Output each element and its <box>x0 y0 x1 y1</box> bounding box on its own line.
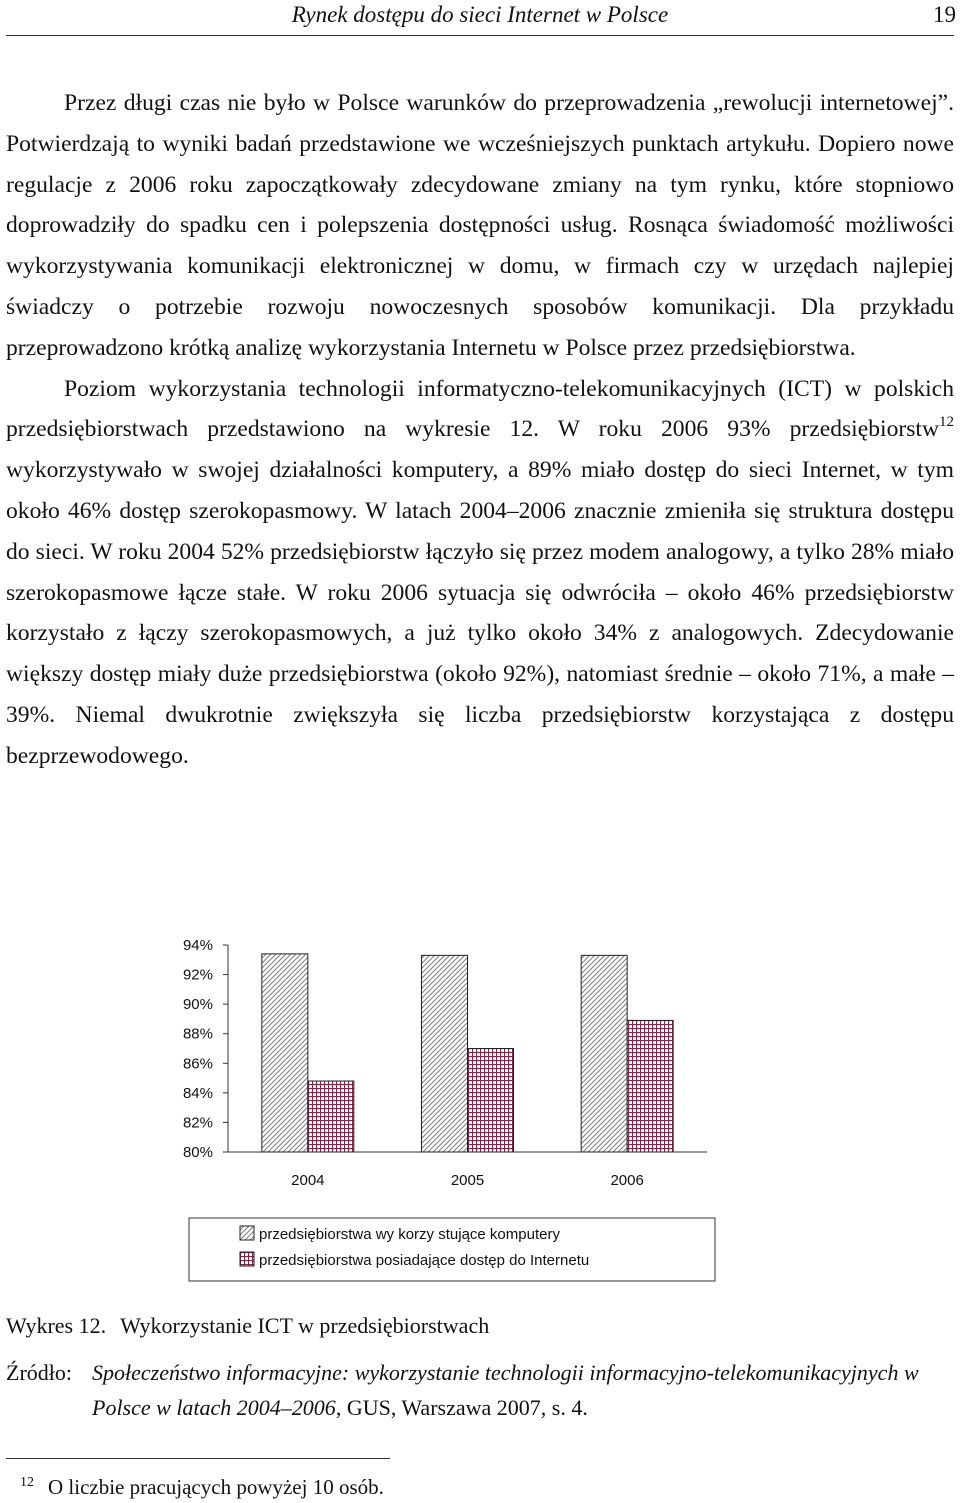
bar-computers-2005 <box>422 955 468 1152</box>
footnote <box>6 1473 384 1501</box>
footnote-rule <box>6 1458 390 1459</box>
legend-label: przedsiębiorstwa posiadające dostęp do Internetu <box>259 1252 590 1269</box>
bars <box>262 954 673 1152</box>
bar-internet-2004 <box>308 1081 354 1152</box>
y-tick-label: 88% <box>182 1025 213 1043</box>
x-axis-labels <box>291 1172 644 1189</box>
caption-label: Wykres 12. <box>6 1313 107 1338</box>
running-title: Rynek dostępu do sieci Internet w Polsce <box>291 2 669 27</box>
y-tick-label: 90% <box>182 996 213 1014</box>
y-tick-label: 80% <box>182 1144 213 1161</box>
body-text <box>6 83 954 777</box>
source-label: Źródło: <box>6 1360 72 1385</box>
source-publisher: , GUS, Warszawa 2007, s. 4. <box>335 1395 588 1420</box>
x-tick-label: 2004 <box>291 1172 325 1189</box>
x-tick-label: 2006 <box>610 1172 644 1189</box>
y-tick-label: 92% <box>182 966 213 984</box>
page-header <box>0 0 960 36</box>
chart-legend <box>189 1218 715 1281</box>
y-tick-label: 82% <box>182 1114 213 1132</box>
y-axis-ticks <box>183 937 228 1161</box>
y-tick-label: 86% <box>182 1055 213 1073</box>
caption-text: Wykorzystanie ICT w przedsiębiorstwach <box>120 1313 490 1338</box>
paragraph-1: Przez długi czas nie było w Polsce warunków do przeprowadzenia „rewolucji internetowej”. Potwierdzają to wyniki badań przedstawione we wcześniejszych punktach artykułu. Dopiero nowe regulacje z 2006 roku zapoczątkowały zdecydowane zmiany na tym rynku, które stopniowo doprowadziły do spadku cen i polepszenia dostępności usług. Rosnąca świadomość możliwości wykorzystywania komunikacji elektronicznej w domu, w firmach czy w urzędach najlepiej świadczy o potrzebie rozwoju nowoczesnych sposobów komunikacji. Dla przykładu przeprowadzono krótką analizę wykorzystania Internetu w Polsce przez przedsiębiorstwa. <box>6 90 954 361</box>
bar-computers-2004 <box>262 954 308 1152</box>
bar-computers-2006 <box>581 955 627 1152</box>
figure-caption <box>6 1311 489 1341</box>
source-title: Społeczeństwo informacyjne: wykorzystanie technologii informacyjno-telekomunikacyjnych w Polsce w latach 2004–2006 <box>92 1360 919 1420</box>
source-citation <box>92 1355 954 1425</box>
footnote-number: 12 <box>20 1475 34 1490</box>
y-tick-label: 84% <box>182 1084 213 1102</box>
x-tick-label: 2005 <box>450 1172 485 1189</box>
legend-label: przedsiębiorstwa wy korzy stujące komputery <box>259 1226 560 1243</box>
legend-swatch <box>240 1226 254 1240</box>
bar-chart <box>0 920 960 1300</box>
bar-internet-2005 <box>468 1049 514 1153</box>
paragraph-2 <box>6 369 954 777</box>
paragraph-2-part-b: wykorzystywało w swojej działalności komputery, a 89% miało dostęp do sieci Internet, w tym około 46% dostęp szerokopasmowy. W latach 2004–2006 znacznie zmieniła się struktura dostępu do sieci. W roku 2004 52% przedsiębiorstw łączyło się przez modem analogowy, a tylko 28% miało szerokopasmowe łącze stałe. W roku 2006 sytuacja się odwróciła – około 46% przedsiębiorstw korzystało z łączy szerokopasmowych, a już tylko około 34% z analogowych. Zdecydowanie większy dostęp miały duże przedsiębiorstwa (około 92%), natomiast średnie – około 71%, a małe – 39%. Niemal dwukrotnie zwiększyła się liczba przedsiębiorstw korzystająca z dostępu bezprzewodowego. <box>6 457 954 769</box>
header-rule <box>6 35 954 36</box>
legend-swatch <box>240 1252 254 1266</box>
footnote-text: O liczbie pracujących powyżej 10 osób. <box>48 1475 384 1499</box>
y-tick-label: 94% <box>182 937 213 954</box>
paragraph-2-part-a: Poziom wykorzystania technologii informatyczno-telekomunikacyjnych (ICT) w polskich przedsiębiorstwach przedstawiono na wykresie 12. W roku 2006 93% przedsiębiorstw <box>6 375 954 443</box>
footnote-reference: 12 <box>939 414 954 431</box>
bar-internet-2006 <box>627 1020 673 1152</box>
page-number: 19 <box>933 2 956 27</box>
